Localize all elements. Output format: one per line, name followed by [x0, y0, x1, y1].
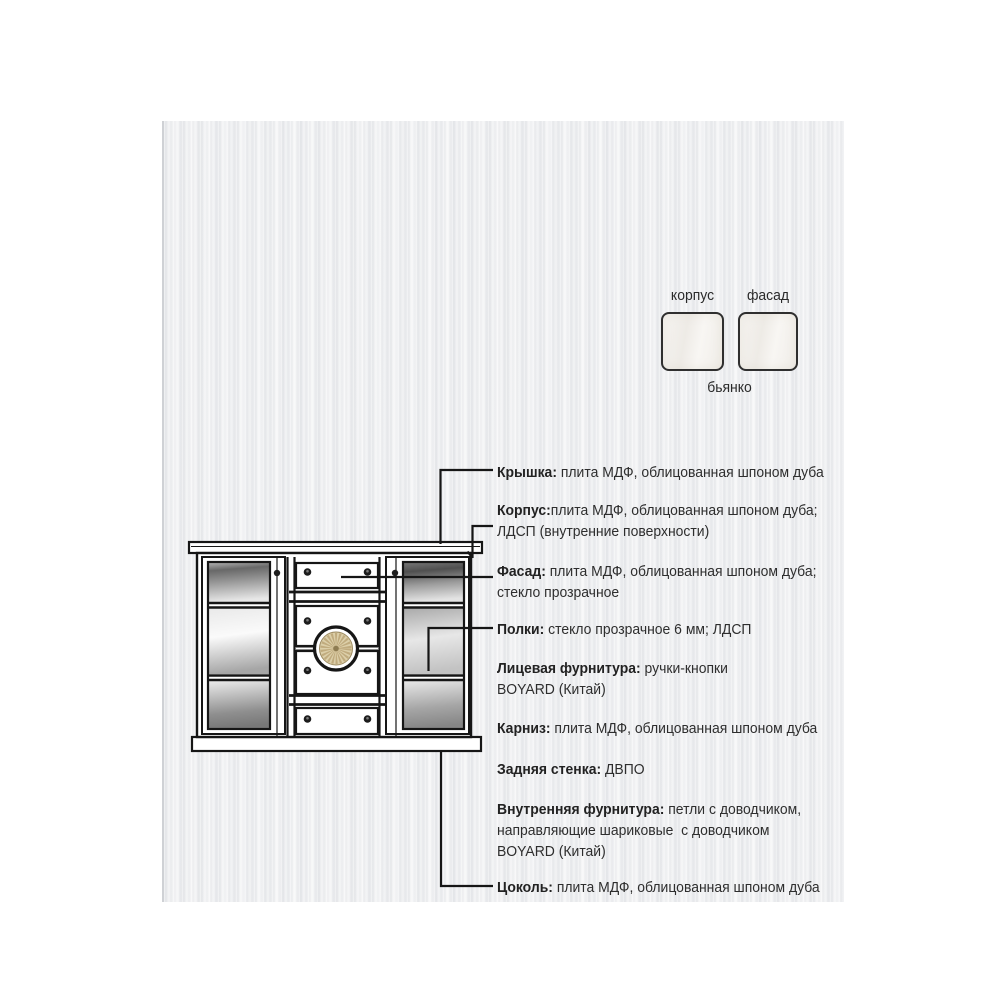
annotation-text: петли с доводчиком,: [664, 801, 802, 818]
annotation-zadnyaya-stenka: [497, 759, 645, 780]
annotation-text: BOYARD (Китай): [497, 681, 606, 698]
annotation-text: ДВПО: [601, 761, 645, 778]
annotation-kryshka: [497, 462, 824, 483]
annotation-term: Полки:: [497, 621, 545, 638]
annotation-text: плита МДФ, облицованная шпоном дуба: [556, 464, 824, 481]
cabinet-crown: [189, 542, 482, 553]
cabinet-diagram: [189, 542, 482, 751]
annotation-cokol: [497, 877, 820, 898]
drawer-stack: [288, 557, 387, 737]
annotation-term: Фасад:: [497, 563, 546, 580]
annotation-term: Внутренняя фурнитура:: [497, 801, 665, 818]
annotation-term: Корпус:: [497, 502, 551, 519]
annotation-text: ЛДСП (внутренние поверхности): [497, 523, 710, 540]
annotation-text: ручки-кнопки: [640, 660, 728, 677]
annotation-fasad: [497, 561, 816, 603]
annotation-term: Лицевая фурнитура:: [497, 660, 641, 677]
annotation-text: стекло прозрачное: [497, 584, 620, 601]
cabinet-plinth: [192, 737, 481, 751]
annotation-text: направляющие шариковые с доводчиком: [497, 822, 770, 839]
leader-cokol: [441, 751, 493, 886]
annotation-karniz: [497, 718, 817, 739]
annotation-term: Карниз:: [497, 720, 551, 737]
door-knob-left: [274, 570, 280, 576]
annotation-vnutrennyaya-furnitura: [497, 799, 801, 862]
annotation-term: Цоколь:: [497, 879, 553, 896]
swatch-label-fasad: фасад: [746, 287, 790, 304]
annotation-text: BOYARD (Китай): [497, 843, 606, 860]
annotation-text: плита МДФ, облицованная шпоном дуба;: [545, 563, 817, 580]
glass-door-left: [202, 557, 285, 736]
annotation-text: плита МДФ, облицованная шпоном дуба: [550, 720, 818, 737]
swatch-caption: бьянко: [707, 379, 752, 396]
annotation-licevaya-furnitura: [497, 658, 728, 700]
swatch-label-korpus: корпус: [670, 287, 715, 304]
annotation-korpus: [497, 500, 818, 542]
rosette-ornament: [315, 627, 358, 670]
annotation-text: плита МДФ, облицованная шпоном дуба;: [550, 502, 818, 519]
annotation-text: плита МДФ, облицованная шпоном дуба: [552, 879, 820, 896]
annotation-text: стекло прозрачное 6 мм; ЛДСП: [544, 621, 752, 638]
annotation-term: Задняя стенка:: [497, 761, 602, 778]
annotation-term: Крышка:: [497, 464, 557, 481]
door-knob-right: [392, 570, 398, 576]
leader-kryshka: [441, 470, 494, 544]
annotation-polki: [497, 619, 751, 640]
